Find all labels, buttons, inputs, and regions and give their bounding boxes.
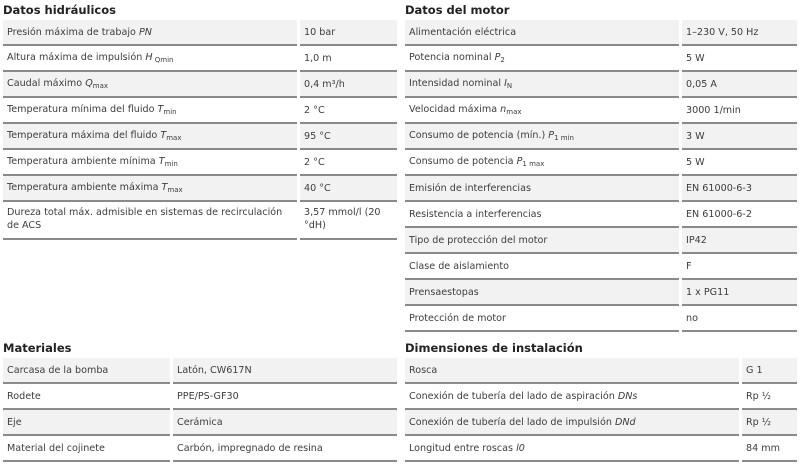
spec-table bbox=[402, 20, 800, 332]
spec-label: Potencia nominal $P_2$ bbox=[405, 46, 679, 72]
spec-label: Rodete bbox=[3, 384, 170, 410]
spec-label: Temperatura máxima del fluido $T_{max}$ bbox=[3, 124, 297, 150]
spec-value: 3000 1/min bbox=[682, 98, 797, 124]
materials-section bbox=[0, 338, 400, 462]
spec-label: Intensidad nominal $I_N$ bbox=[405, 72, 679, 98]
spec-label: Dureza total máx. admisible en sistemas de recirculación de ACS bbox=[3, 202, 297, 240]
table-row bbox=[3, 358, 397, 384]
table-row bbox=[405, 202, 797, 228]
table-row bbox=[3, 410, 397, 436]
table-row bbox=[405, 410, 797, 436]
table-row bbox=[405, 72, 797, 98]
table-row bbox=[405, 254, 797, 280]
spec-value: F bbox=[682, 254, 797, 280]
spec-value: IP42 bbox=[682, 228, 797, 254]
spec-label: Conexión de tubería del lado de impulsión DNd bbox=[405, 410, 739, 436]
spec-label: Rosca bbox=[405, 358, 739, 384]
spec-label: Altura máxima de impulsión H $_{Qmin}$ bbox=[3, 46, 297, 72]
spec-label: Emisión de interferencias bbox=[405, 176, 679, 202]
spec-label: Temperatura ambiente mínima $T_{min}$ bbox=[3, 150, 297, 176]
spec-label: Conexión de tubería del lado de aspiración DNs bbox=[405, 384, 739, 410]
spec-table bbox=[0, 20, 400, 240]
spec-table bbox=[0, 358, 400, 462]
spec-value: 0,05 A bbox=[682, 72, 797, 98]
table-row bbox=[3, 20, 397, 46]
spec-value: 10 bar bbox=[300, 20, 397, 46]
spec-value: Latón, CW617N bbox=[173, 358, 397, 384]
spec-value: 2 °C bbox=[300, 150, 397, 176]
spec-value: EN 61000-6-3 bbox=[682, 176, 797, 202]
table-row bbox=[3, 202, 397, 240]
spec-value: Rp ½ bbox=[742, 410, 797, 436]
spec-value: 40 °C bbox=[300, 176, 397, 202]
spec-label: Protección de motor bbox=[405, 306, 679, 332]
table-row bbox=[405, 384, 797, 410]
spec-value: no bbox=[682, 306, 797, 332]
spec-label: Material del cojinete bbox=[3, 436, 170, 462]
spec-table bbox=[402, 358, 800, 462]
table-row bbox=[405, 176, 797, 202]
table-row bbox=[405, 20, 797, 46]
spec-label: Consumo de potencia (mín.) $P_{1 min}$ bbox=[405, 124, 679, 150]
spec-label: Consumo de potencia $P_{1 max}$ bbox=[405, 150, 679, 176]
spec-label: Resistencia a interferencias bbox=[405, 202, 679, 228]
section-title: Dimensiones de instalación bbox=[405, 341, 583, 355]
spec-label: Temperatura ambiente máxima $T_{max}$ bbox=[3, 176, 297, 202]
spec-label: Carcasa de la bomba bbox=[3, 358, 170, 384]
table-row bbox=[3, 46, 397, 72]
table-row bbox=[3, 98, 397, 124]
spec-value: G 1 bbox=[742, 358, 797, 384]
table-row bbox=[3, 176, 397, 202]
spec-label: Temperatura mínima del fluido $T_{min}$ bbox=[3, 98, 297, 124]
spec-label: Longitud entre roscas l0 bbox=[405, 436, 739, 462]
spec-label: Eje bbox=[3, 410, 170, 436]
hydraulic-data-section bbox=[0, 0, 400, 240]
spec-value: EN 61000-6-2 bbox=[682, 202, 797, 228]
spec-label: Alimentación eléctrica bbox=[405, 20, 679, 46]
table-row bbox=[405, 124, 797, 150]
table-row bbox=[3, 384, 397, 410]
table-row bbox=[3, 436, 397, 462]
spec-label: Caudal máximo $Q_{max}$ bbox=[3, 72, 297, 98]
spec-value: PPE/PS-GF30 bbox=[173, 384, 397, 410]
table-row bbox=[405, 358, 797, 384]
spec-label: Velocidad máxima $n_{max}$ bbox=[405, 98, 679, 124]
spec-value: 5 W bbox=[682, 46, 797, 72]
spec-value: Rp ½ bbox=[742, 384, 797, 410]
spec-label: Prensaestopas bbox=[405, 280, 679, 306]
spec-value: 95 °C bbox=[300, 124, 397, 150]
motor-data-section bbox=[402, 0, 800, 332]
spec-value: 1 x PG11 bbox=[682, 280, 797, 306]
spec-label: Presión máxima de trabajo PN bbox=[3, 20, 297, 46]
spec-label: Tipo de protección del motor bbox=[405, 228, 679, 254]
spec-value: 3,57 mmol/l (20 °dH) bbox=[300, 202, 397, 240]
spec-value: 2 °C bbox=[300, 98, 397, 124]
spec-value: Carbón, impregnado de resina bbox=[173, 436, 397, 462]
spec-label: Clase de aislamiento bbox=[405, 254, 679, 280]
table-row bbox=[405, 98, 797, 124]
table-row bbox=[3, 150, 397, 176]
spec-value: 5 W bbox=[682, 150, 797, 176]
table-row bbox=[3, 124, 397, 150]
table-row bbox=[405, 46, 797, 72]
spec-value: 0,4 m³/h bbox=[300, 72, 397, 98]
table-row bbox=[405, 150, 797, 176]
table-row bbox=[3, 72, 397, 98]
section-title: Datos hidráulicos bbox=[3, 3, 116, 17]
table-row bbox=[405, 306, 797, 332]
spec-value: 1–230 V, 50 Hz bbox=[682, 20, 797, 46]
table-row bbox=[405, 436, 797, 462]
table-row bbox=[405, 280, 797, 306]
spec-value: 1,0 m bbox=[300, 46, 397, 72]
section-title: Datos del motor bbox=[405, 3, 510, 17]
spec-value: 84 mm bbox=[742, 436, 797, 462]
table-row bbox=[405, 228, 797, 254]
spec-value: Cerámica bbox=[173, 410, 397, 436]
installation-dimensions-section bbox=[402, 338, 800, 462]
section-title: Materiales bbox=[3, 341, 72, 355]
spec-value: 3 W bbox=[682, 124, 797, 150]
